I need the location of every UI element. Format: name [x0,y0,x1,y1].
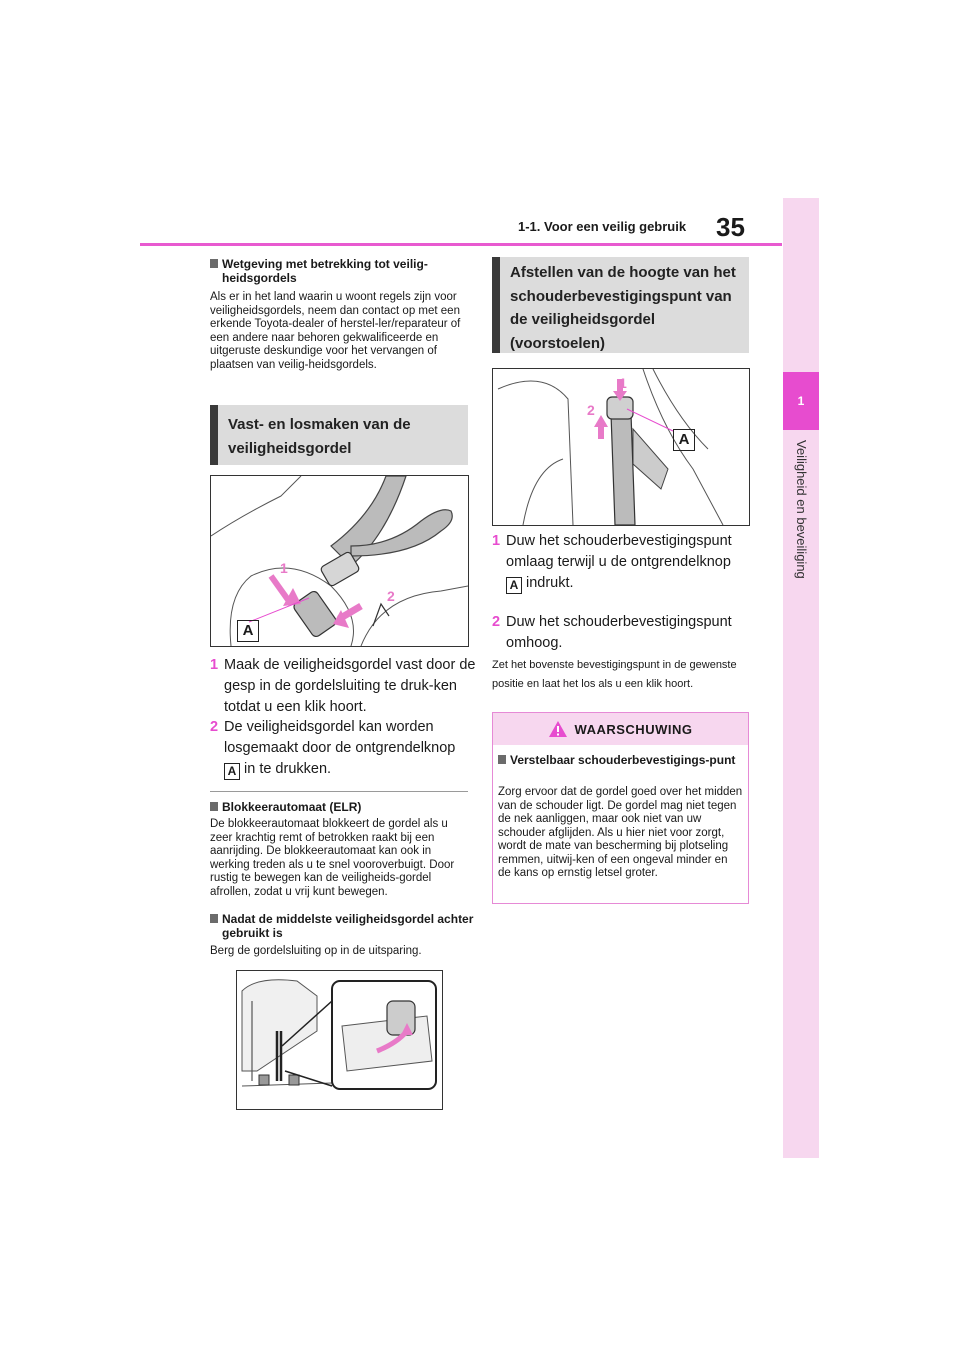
chapter-number-box: 1 [783,372,819,430]
chapter-label-text: Veiligheid en beveiliging [794,440,809,579]
step-text: Maak de veiligheidsgordel vast door de gesp in de gordelsluiting te druk-ken totdat u een klik hoort. [224,657,476,715]
figure3-label-2: 2 [587,402,595,418]
middle-belt-heading: Nadat de middelste veiligheidsgordel achter gebruikt is [210,912,477,940]
step-number: 2 [492,614,501,630]
step-text: Duw het schouderbevestigingspunt omlaag terwijl u de ontgrendelknop [506,533,732,570]
shoulder-anchor-illustration [493,369,749,525]
fasten-step-2 [210,717,480,780]
warning-box [492,712,749,904]
figure3-label-1: 1 [619,375,627,391]
release-button-badge: A [506,577,522,594]
warning-title: WAARSCHUWING [574,721,693,737]
height-title-line2: schouderbevestigingspunt van [510,287,732,305]
step-number: 1 [210,657,219,673]
step-text: De veiligheidsgordel kan worden losgemaakt door de ontgrendelknop [224,719,456,756]
rear-seat-figure [236,970,443,1110]
fasten-title-line2: veiligheidsgordel [228,440,352,457]
rear-seat-illustration [237,971,442,1109]
buckle-figure [210,475,469,647]
divider [210,791,468,792]
elr-heading: Blokkeerautomaat (ELR) [210,800,477,814]
figure1-label-a: A [237,620,259,642]
fasten-section-title [210,405,468,465]
fasten-title-line1: Vast- en losmaken van de [228,416,411,433]
legislation-heading: Wetgeving met betrekking tot veilig-heidsgordels [210,257,477,285]
chapter-side-tab [783,198,819,1158]
height-title-line1: Afstellen van de hoogte van het [510,264,736,281]
step-number: 1 [492,533,501,549]
fasten-step-1 [210,655,480,718]
shoulder-anchor-figure [492,368,750,526]
page-number: 35 [716,212,745,242]
step-text-after: indrukt. [526,575,574,591]
header-rule [140,243,782,246]
figure1-label-1: 1 [280,560,288,576]
warning-heading: Verstelbaar schouderbevestigings-punt [498,753,750,767]
legislation-text: Als er in het land waarin u woont regels zijn voor veiligheidsgordels, neem dan contact op met een erkende Toyota-dealer of herstel-ler/reparateur of een andere naar behoren gekwalificeerde en uitgeruste deskundige voor het vervangen of plaatsen van veilig-heidsgordels. [210,291,461,371]
figure3-label-a: A [673,429,695,451]
height-note: Zet het bovenste bevestigingspunt in de gewenste positie en laat het los als u een klik hoort. [492,659,737,690]
middle-belt-text: Berg de gordelsluiting op in de uitsparing. [210,945,422,957]
warning-header [493,713,748,745]
step-text-after: in te drukken. [244,761,332,777]
step-number: 2 [210,719,219,735]
height-section-title [492,257,749,353]
section-title: 1-1. Voor een veilig gebruik [518,219,687,234]
step-text: Duw het schouderbevestigingspunt omhoog. [506,614,732,651]
elr-text: De blokkeerautomaat blokkeert de gordel als u zeer krachtig remt of betrokken raakt bij een aanrijding. De blokkeerautomaat kan ook in werking treden als u te snel vooroverbuigt. Door rustig te bewegen kan de veiligheids-gordel afrollen, zodat u vrij kunt bewegen. [210,818,455,898]
warning-text: Zorg ervoor dat de gordel goed over het midden van de schouder ligt. De gordel mag niet tegen de nek aanliggen, maar ook niet van uw schouder afglijden. Als u hier niet voor zorgt, wordt de mate van bescherming bij plotseling remmen, uitwij-ken of een ongeval minder en de kans op ernstig letsel groter. [498,786,743,879]
height-step-2 [492,612,762,654]
height-title-line4: (voorstoelen) [510,334,606,352]
release-button-badge: A [224,763,240,780]
height-title-line3: de veiligheidsgordel [510,311,656,328]
figure1-label-2: 2 [387,588,395,604]
height-step-1 [492,531,762,594]
warning-triangle-icon [549,721,567,737]
